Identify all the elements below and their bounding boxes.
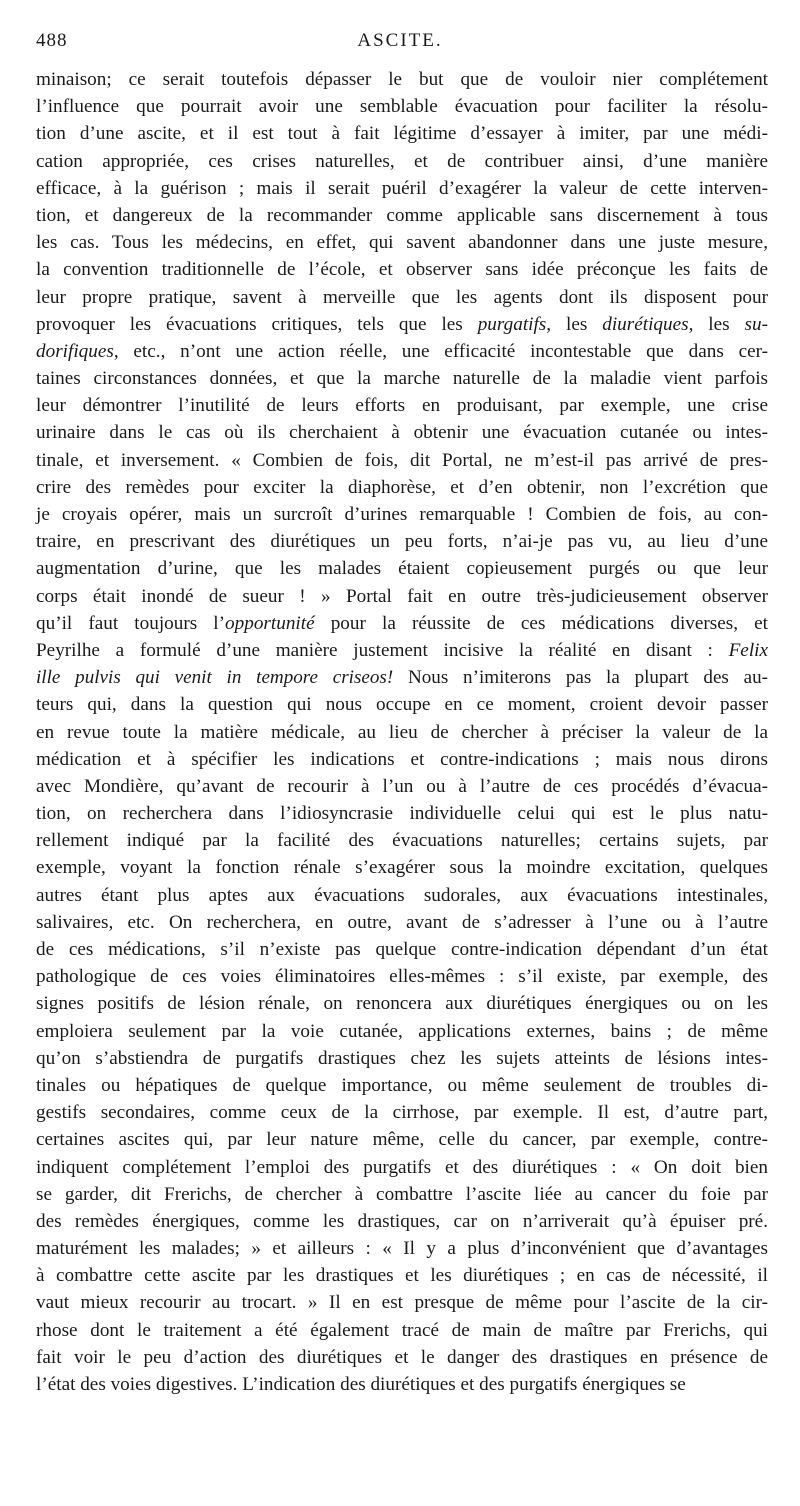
text-run: efficace, à la guérison ; mais il serait puéril d’exagérer la valeur de cette interven- — [36, 177, 768, 199]
text-run: , les — [546, 313, 603, 335]
text-line — [36, 175, 768, 202]
text-line — [36, 909, 768, 936]
body-text — [36, 66, 768, 1398]
text-line — [36, 1126, 768, 1153]
text-run: rellement indiqué par la facilité des évacuations naturelles; certains sujets, par — [36, 830, 768, 852]
text-run: pathologique de ces voies éliminatoires elles-mêmes : s’il existe, par exemple, des — [36, 966, 768, 988]
text-line — [36, 528, 768, 555]
text-run: leur propre pratique, savent à merveille que les agents dont ils disposent pour — [36, 286, 768, 308]
text-run: je croyais opérer, mais un surcroît d’urines remarquable ! Combien de fois, au con- — [36, 504, 768, 525]
text-run: la convention traditionnelle de l’école, et observer sans idée préconçue les faits de — [36, 259, 768, 281]
text-line — [36, 555, 768, 582]
text-line — [36, 990, 768, 1017]
text-line — [36, 1208, 768, 1235]
italic-text: diurétiques — [602, 313, 689, 335]
text-line — [36, 719, 768, 746]
text-run: l’influence que pourrait avoir une semblable évacuation pour faciliter la résolu- — [36, 96, 768, 118]
text-line — [36, 311, 768, 338]
italic-text: Felix — [728, 639, 768, 661]
text-line — [36, 474, 768, 501]
text-line — [36, 854, 768, 881]
page-header — [36, 30, 764, 56]
text-line — [36, 1235, 768, 1262]
text-line — [36, 284, 768, 311]
text-run: crire des remèdes pour exciter la diaphorèse, et d’en obtenir, non l’excrétion que — [36, 476, 768, 498]
text-run: qu’il faut toujours l’ — [36, 612, 226, 634]
text-line — [36, 800, 768, 827]
text-line — [36, 66, 768, 93]
text-run: teurs qui, dans la question qui nous occupe en ce moment, croient devoir passer — [36, 694, 768, 716]
text-run: tion, et dangereux de la recommander comme applicable sans discernement à tous — [36, 204, 768, 226]
text-run: minaison; ce serait toutefois dépasser le but que de vouloir nier complétement — [36, 69, 768, 90]
italic-text: su- — [744, 313, 768, 335]
text-run: tinale, et inversement. « Combien de fois, dit Portal, ne m’est-il pas arrivé de pres- — [36, 449, 768, 471]
text-line — [36, 365, 768, 392]
text-run: qu’on s’abstiendra de purgatifs drastiques chez les sujets atteints de lésions intes- — [36, 1047, 768, 1069]
text-line — [36, 338, 768, 365]
text-line — [36, 392, 768, 419]
text-line — [36, 93, 768, 120]
text-line — [36, 882, 768, 909]
italic-text: opportunité — [225, 612, 315, 634]
text-run: salivaires, etc. On recherchera, en outre, avant de s’adresser à l’une ou à l’autre — [36, 911, 768, 933]
italic-text: purgatifs — [477, 313, 547, 335]
text-run: Peyrilhe a formulé d’une manière justement incisive la réalité en disant : — [36, 639, 729, 661]
text-line — [36, 583, 768, 610]
text-run: les cas. Tous les médecins, en effet, qui savent abandonner dans une juste mesure, — [36, 232, 768, 254]
text-run: pour la réussite de ces médications diverses, et — [314, 612, 768, 634]
italic-text: dorifiques — [36, 340, 114, 362]
text-run: certaines ascites qui, par leur nature même, celle du cancer, par exemple, contre- — [36, 1129, 768, 1151]
text-run: augmentation d’urine, que les malades étaient copieusement purgés ou que leur — [36, 558, 768, 580]
text-run: médication et à spécifier les indications et contre-indications ; mais nous dirons — [36, 748, 768, 770]
text-line — [36, 447, 768, 474]
text-line — [36, 1344, 768, 1371]
text-run: corps était inondé de sueur ! » Portal fait en outre très-judicieusement observer — [36, 585, 768, 607]
text-run: , etc., n’ont une action réelle, une efficacité incontestable que dans cer- — [113, 340, 768, 362]
text-line — [36, 963, 768, 990]
text-run: l’état des voies digestives. L’indication des diurétiques et des purgatifs énergiques se — [36, 1374, 686, 1395]
text-line — [36, 148, 768, 175]
text-run: tion, on recherchera dans l’idiosyncrasie individuelle celui qui est le plus natu- — [36, 803, 768, 825]
text-line — [36, 501, 768, 528]
text-run: Nous n’imiterons pas la plupart des au- — [393, 667, 769, 689]
text-run: des remèdes énergiques, comme les drastiques, car on n’arriverait qu’à épuiser pré. — [36, 1210, 768, 1232]
text-line — [36, 936, 768, 963]
text-run: traire, en prescrivant des diurétiques un peu forts, n’ai-je pas vu, au lieu d’une — [36, 531, 768, 553]
text-run: fait voir le peu d’action des diurétiques et le danger des drastiques en présence de — [36, 1346, 768, 1368]
text-run: cation appropriée, ces crises naturelles, et de contribuer ainsi, d’une manière — [36, 150, 768, 172]
text-line — [36, 746, 768, 773]
text-line — [36, 1154, 768, 1181]
text-run: , les — [688, 313, 745, 335]
text-run: de ces médications, s’il n’existe pas quelque contre-indication dépendant d’un état — [36, 939, 768, 960]
text-line — [36, 419, 768, 446]
text-run: exemple, voyant la fonction rénale s’exagérer sous la moindre excitation, quelques — [36, 857, 768, 879]
text-line — [36, 664, 768, 691]
page-number: 488 — [36, 30, 68, 51]
text-run: se garder, dit Frerichs, de chercher à combattre l’ascite liée au cancer du foie par — [36, 1183, 768, 1205]
text-run: tinales ou hépatiques de quelque importance, ou même seulement de troubles di- — [36, 1074, 768, 1096]
text-line — [36, 256, 768, 283]
text-run: urinaire dans le cas où ils cherchaient à obtenir une évacuation cutanée ou intes- — [36, 422, 768, 444]
text-line — [36, 637, 768, 664]
text-run: vaut mieux recourir au trocart. » Il en est presque de même pour l’ascite de la cir- — [36, 1292, 768, 1314]
text-line — [36, 773, 768, 800]
text-line — [36, 1072, 768, 1099]
text-line — [36, 610, 768, 637]
text-run: gestifs secondaires, comme ceux de la cirrhose, par exemple. Il est, d’autre part, — [36, 1102, 768, 1124]
text-run: emploiera seulement par la voie cutanée, applications externes, bains ; de même — [36, 1020, 768, 1042]
text-line — [36, 1181, 768, 1208]
running-title: ASCITE. — [357, 30, 443, 51]
text-run: rhose dont le traitement a été également tracé de main de maître par Frerichs, qui — [36, 1319, 768, 1341]
text-run: tion d’une ascite, et il est tout à fait légitime d’essayer à imiter, par une médi- — [36, 123, 768, 145]
text-run: signes positifs de lésion rénale, on renoncera aux diurétiques énergiques ou on les — [36, 993, 768, 1015]
italic-text: ille pulvis qui venit in tempore criseos! — [36, 667, 394, 689]
text-run: à combattre cette ascite par les drastiques et les diurétiques ; en cas de nécessité, il — [36, 1265, 768, 1287]
text-line — [36, 229, 768, 256]
text-run: indiquent complétement l’emploi des purgatifs et des diurétiques : « On doit bien — [36, 1156, 768, 1178]
text-line — [36, 1018, 768, 1045]
text-line — [36, 202, 768, 229]
text-line — [36, 1371, 768, 1398]
text-run: en revue toute la matière médicale, au lieu de chercher à préciser la valeur de la — [36, 721, 768, 743]
text-run: autres étant plus aptes aux évacuations sudorales, aux évacuations intestinales, — [36, 884, 768, 906]
text-line — [36, 827, 768, 854]
text-line — [36, 691, 768, 718]
text-run: avec Mondière, qu’avant de recourir à l’un ou à l’autre de ces procédés d’évacua- — [36, 775, 768, 797]
text-line — [36, 1099, 768, 1126]
text-line — [36, 120, 768, 147]
text-line — [36, 1289, 768, 1316]
text-run: maturément les malades; » et ailleurs : « Il y a plus d’inconvénient que d’avantages — [36, 1238, 768, 1260]
text-run: leur démontrer l’inutilité de leurs efforts en produisant, par exemple, une crise — [36, 395, 768, 417]
text-run: provoquer les évacuations critiques, tels que les — [36, 313, 478, 335]
text-line — [36, 1317, 768, 1344]
text-line — [36, 1262, 768, 1289]
text-run: taines circonstances données, et que la marche naturelle de la maladie vient parfois — [36, 368, 768, 390]
text-line — [36, 1045, 768, 1072]
